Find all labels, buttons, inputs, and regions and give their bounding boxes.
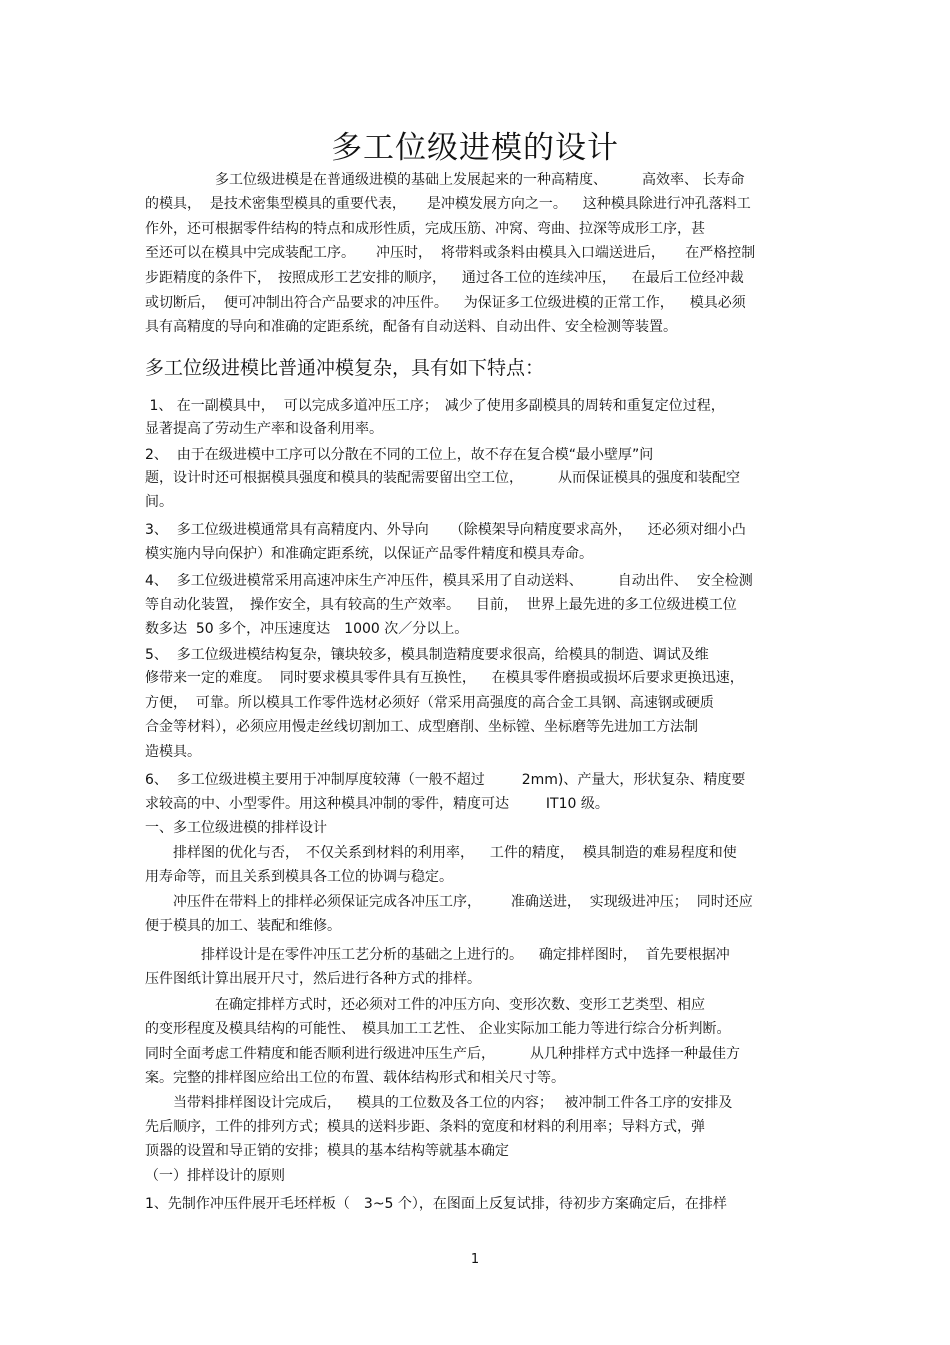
text-line: 显著提高了劳动生产率和设备利用率。 bbox=[145, 421, 383, 437]
text-line: 求较高的中、小型零件。用这种模具冲制的零件，精度可达 IT10 级。 bbox=[145, 796, 609, 812]
text-line: 当带料排样图设计完成后， 模具的工位数及各工位的内容； 被冲制工件各工序的安排及 bbox=[145, 1095, 733, 1111]
text-line: 案。完整的排样图应给出工位的布置、载体结构形式和相关尺寸等。 bbox=[145, 1070, 565, 1086]
text-line: 冲压件在带料上的排样必须保证完成各冲压工序， 准确送进， 实现级进冲压； 同时还应 bbox=[145, 894, 753, 910]
page-number: 1 bbox=[470, 1252, 480, 1267]
text-line: 1、 在一副模具中， 可以完成多道冲压工序； 减少了使用多副模具的周转和重复定位过程， bbox=[145, 398, 725, 414]
text-line: 方便， 可靠。所以模具工作零件选材必须好（常采用高强度的高合金工具钢、高速钢或硬质 bbox=[145, 695, 714, 711]
text-line: 模实施内导向保护）和准确定距系统，以保证产品零件精度和模具寿命。 bbox=[145, 546, 593, 562]
text-line: 或切断后， 便可冲制出符合产品要求的冲压件。 为保证多工位级进模的正常工作， 模具必须 bbox=[145, 295, 746, 311]
text-line: 2、 由于在级进模中工序可以分散在不同的工位上，故不存在复合模“最小壁厚”问 bbox=[145, 447, 654, 463]
text-line: 修带来一定的难度。 同时要求模具零件具有互换性， 在模具零件磨损或损坏后要求更换迅速， bbox=[145, 670, 744, 686]
text-line: 顶器的设置和导正销的安排；模具的基本结构等就基本确定 bbox=[145, 1143, 509, 1159]
text-line: 的模具， 是技术密集型模具的重要代表， 是冲模发展方向之一。 这种模具除进行冲孔落料工 bbox=[145, 196, 751, 212]
text-line: 的变形程度及模具结构的可能性、 模具加工工艺性、 企业实际加工能力等进行综合分析判断。 bbox=[145, 1021, 731, 1037]
text-line: 1、先制作冲压件展开毛坯样板（ 3~5 个），在图面上反复试排，待初步方案确定后，在排样 bbox=[145, 1196, 727, 1212]
text-line: 先后顺序，工件的排列方式；模具的送料步距、条料的宽度和材料的利用率；导料方式，弹 bbox=[145, 1119, 705, 1135]
text-line: 合金等材料），必须应用慢走丝线切割加工、成型磨削、坐标镗、坐标磨等先进加工方法制 bbox=[145, 719, 698, 735]
text-line: 压件图纸计算出展开尺寸，然后进行各种方式的排样。 bbox=[145, 971, 481, 987]
section-heading: 一、多工位级进模的排样设计 bbox=[145, 820, 327, 836]
text-line: 作外，还可根据零件结构的特点和成形性质，完成压筋、冲窝、弯曲、拉深等成形工序，甚 bbox=[145, 221, 705, 237]
text-line: 5、 多工位级进模结构复杂，镶块较多，模具制造精度要求很高，给模具的制造、调试及维 bbox=[145, 647, 709, 663]
text-line: 题，设计时还可根据模具强度和模具的装配需要留出空工位， 从而保证模具的强度和装配空 bbox=[145, 470, 740, 486]
text-line: 3、 多工位级进模通常具有高精度内、外导向 （除模架导向精度要求高外， 还必须对细小凸 bbox=[145, 522, 746, 538]
section-subheading: 多工位级进模比普通冲模复杂，具有如下特点： bbox=[145, 357, 545, 379]
text-line: 多工位级进模是在普通级进模的基础上发展起来的一种高精度、 高效率、 长寿命 bbox=[145, 172, 745, 188]
text-line: 具有高精度的导向和准确的定距系统，配备有自动送料、自动出件、安全检测等装置。 bbox=[145, 319, 677, 335]
document-title: 多工位级进模的设计 bbox=[331, 130, 619, 166]
text-line: 4、 多工位级进模常采用高速冲床生产冲压件，模具采用了自动送料、 自动出件、 安全检测 bbox=[145, 573, 753, 589]
subsection-heading: （一）排样设计的原则 bbox=[145, 1168, 285, 1184]
text-line: 造模具。 bbox=[145, 744, 201, 760]
text-line: 便于模具的加工、装配和维修。 bbox=[145, 918, 341, 934]
text-line: 在确定排样方式时，还必须对工件的冲压方向、变形次数、变形工艺类型、相应 bbox=[145, 997, 705, 1013]
text-line: 至还可以在模具中完成装配工序。 冲压时， 将带料或条料由模具入口端送进后， 在严格控制 bbox=[145, 245, 756, 261]
text-line: 等自动化装置， 操作安全，具有较高的生产效率。 目前， 世界上最先进的多工位级进模工位 bbox=[145, 597, 737, 613]
text-line: 间。 bbox=[145, 494, 173, 510]
text-line: 步距精度的条件下， 按照成形工艺安排的顺序， 通过各工位的连续冲压， 在最后工位经冲裁 bbox=[145, 270, 744, 286]
text-line: 排样设计是在零件冲压工艺分析的基础之上进行的。 确定排样图时， 首先要根据冲 bbox=[145, 947, 730, 963]
text-line: 用寿命等，而且关系到模具各工位的协调与稳定。 bbox=[145, 869, 453, 885]
text-line: 数多达 50 多个，冲压速度达 1000 次／分以上。 bbox=[145, 621, 469, 637]
text-line: 排样图的优化与否， 不仅关系到材料的利用率， 工件的精度， 模具制造的难易程度和使 bbox=[145, 845, 737, 861]
text-line: 6、 多工位级进模主要用于冲制厚度较薄（一般不超过 2mm)、产量大，形状复杂、精度要 bbox=[145, 772, 746, 788]
text-line: 同时全面考虑工件精度和能否顺利进行级进冲压生产后， 从几种排样方式中选择一种最佳方 bbox=[145, 1046, 740, 1062]
